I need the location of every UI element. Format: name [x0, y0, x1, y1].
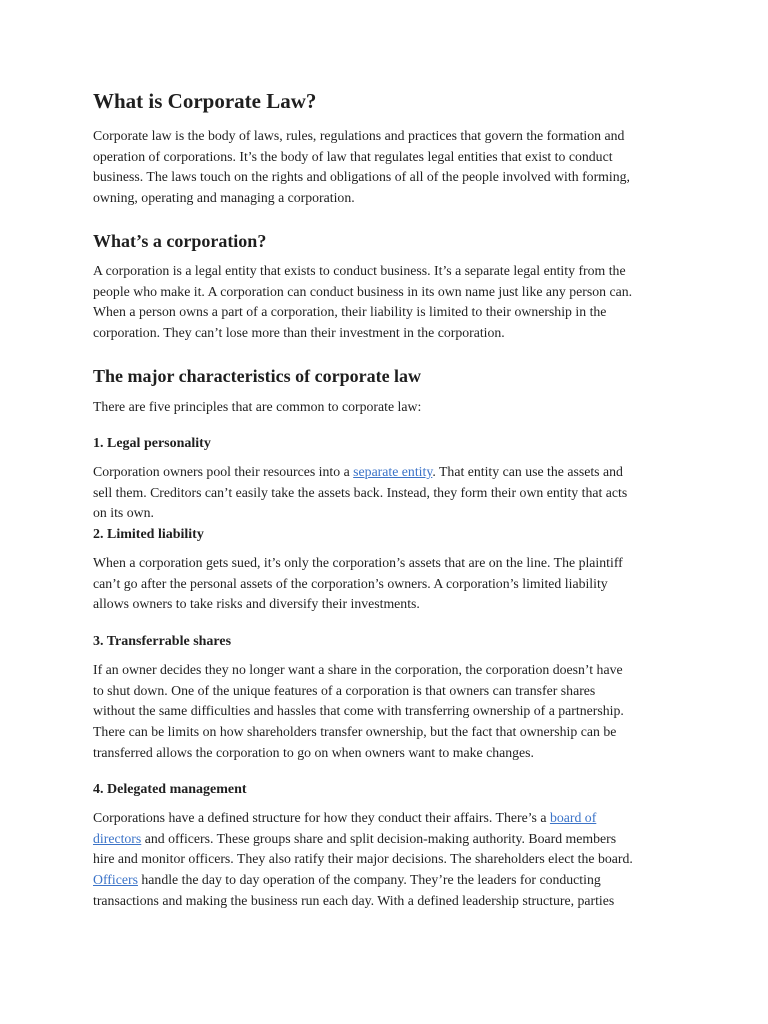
text-line: There can be limits on how shareholders transfer ownership, but the fact that ownership can be [93, 724, 617, 740]
corporation-heading: What’s a corporation? [93, 231, 267, 251]
text-segment: handle the day to day operation of the company. They’re the leaders for conducting [137, 872, 601, 888]
text-line: sell them. Creditors can’t easily take the assets back. Instead, they form their own entity that acts [93, 484, 628, 500]
text-line [93, 870, 681, 891]
board-of-directors-link[interactable]: board of [549, 810, 597, 825]
officers-link[interactable]: Officers [93, 872, 138, 888]
text-line: Corporate law is the body of laws, rules, regulations and practices that govern the formation and [93, 128, 625, 143]
text-line [93, 808, 681, 829]
text-line [93, 462, 681, 483]
text-segment: . That entity can use the assets and [432, 464, 623, 479]
text-line: When a person owns a part of a corporation, their liability is limited to their ownership in the [93, 304, 607, 320]
page-title: What is Corporate Law? [93, 89, 317, 113]
section-heading-transferrable-shares: 3. Transferrable shares [93, 634, 232, 649]
text-line [93, 829, 681, 850]
board-of-directors-link-continued[interactable]: directors [93, 830, 142, 846]
delegated-management-paragraph [93, 808, 681, 912]
text-line: transferred allows the corporation to go on when owners want to make changes. [93, 744, 534, 760]
text-line: When a corporation gets sued, it’s only the corporation’s assets that are on the line. The plaintiff [93, 555, 623, 570]
section-heading-legal-personality: 1. Legal personality [93, 436, 211, 451]
section-heading-limited-liability: 2. Limited liability [93, 527, 204, 542]
text-line: corporation. They can’t lose more than their investment in the corporation. [93, 325, 505, 341]
text-segment: and officers. These groups share and split decision-making authority. Board members [141, 830, 617, 846]
text-line: transactions and making the business run each day. With a defined leadership structure, parties [93, 892, 615, 908]
text-segment: Corporation owners pool their resources into a [93, 464, 354, 479]
separate-entity-link[interactable]: separate entity [353, 464, 433, 479]
text-line: owning, operating and managing a corporation. [93, 190, 355, 206]
text-line: to shut down. One of the unique features of a corporation is that owners can transfer shares [93, 682, 596, 698]
limited-liability-paragraph [93, 553, 681, 615]
legal-personality-paragraph [93, 462, 681, 524]
text-line: operation of corporations. It’s the body of law that regulates legal entities that exist to conduct [93, 148, 613, 164]
corporation-paragraph [93, 261, 681, 344]
text-line: There are five principles that are common to corporate law: [93, 399, 422, 414]
text-line: people who make it. A corporation can conduct business in its own name just like any person can. [93, 283, 633, 299]
text-line: business. The laws touch on the rights and obligations of all of the people involved with forming, [93, 169, 630, 185]
characteristics-intro [93, 397, 681, 418]
text-line: without the same difficulties and hassles that come with transferring ownership of a partnership. [93, 703, 624, 719]
text-segment: Corporations have a defined structure for how they conduct their affairs. There’s a [93, 810, 550, 825]
text-line: If an owner decides they no longer want a share in the corporation, the corporation doesn’t have [93, 662, 623, 677]
text-line: can’t go after the personal assets of the corporation’s owners. A corporation’s limited liability [93, 575, 608, 591]
text-line: hire and monitor officers. They also ratify their major decisions. The shareholders elect the board. [93, 851, 633, 867]
characteristics-heading: The major characteristics of corporate law [93, 366, 422, 386]
text-line: allows owners to take risks and diversify their investments. [93, 596, 420, 612]
transferrable-shares-paragraph [93, 660, 681, 764]
intro-paragraph [93, 126, 681, 209]
text-line: on its own. [93, 505, 154, 521]
text-line: A corporation is a legal entity that exists to conduct business. It’s a separate legal entity from the [93, 263, 626, 278]
section-heading-delegated-management: 4. Delegated management [93, 782, 247, 797]
